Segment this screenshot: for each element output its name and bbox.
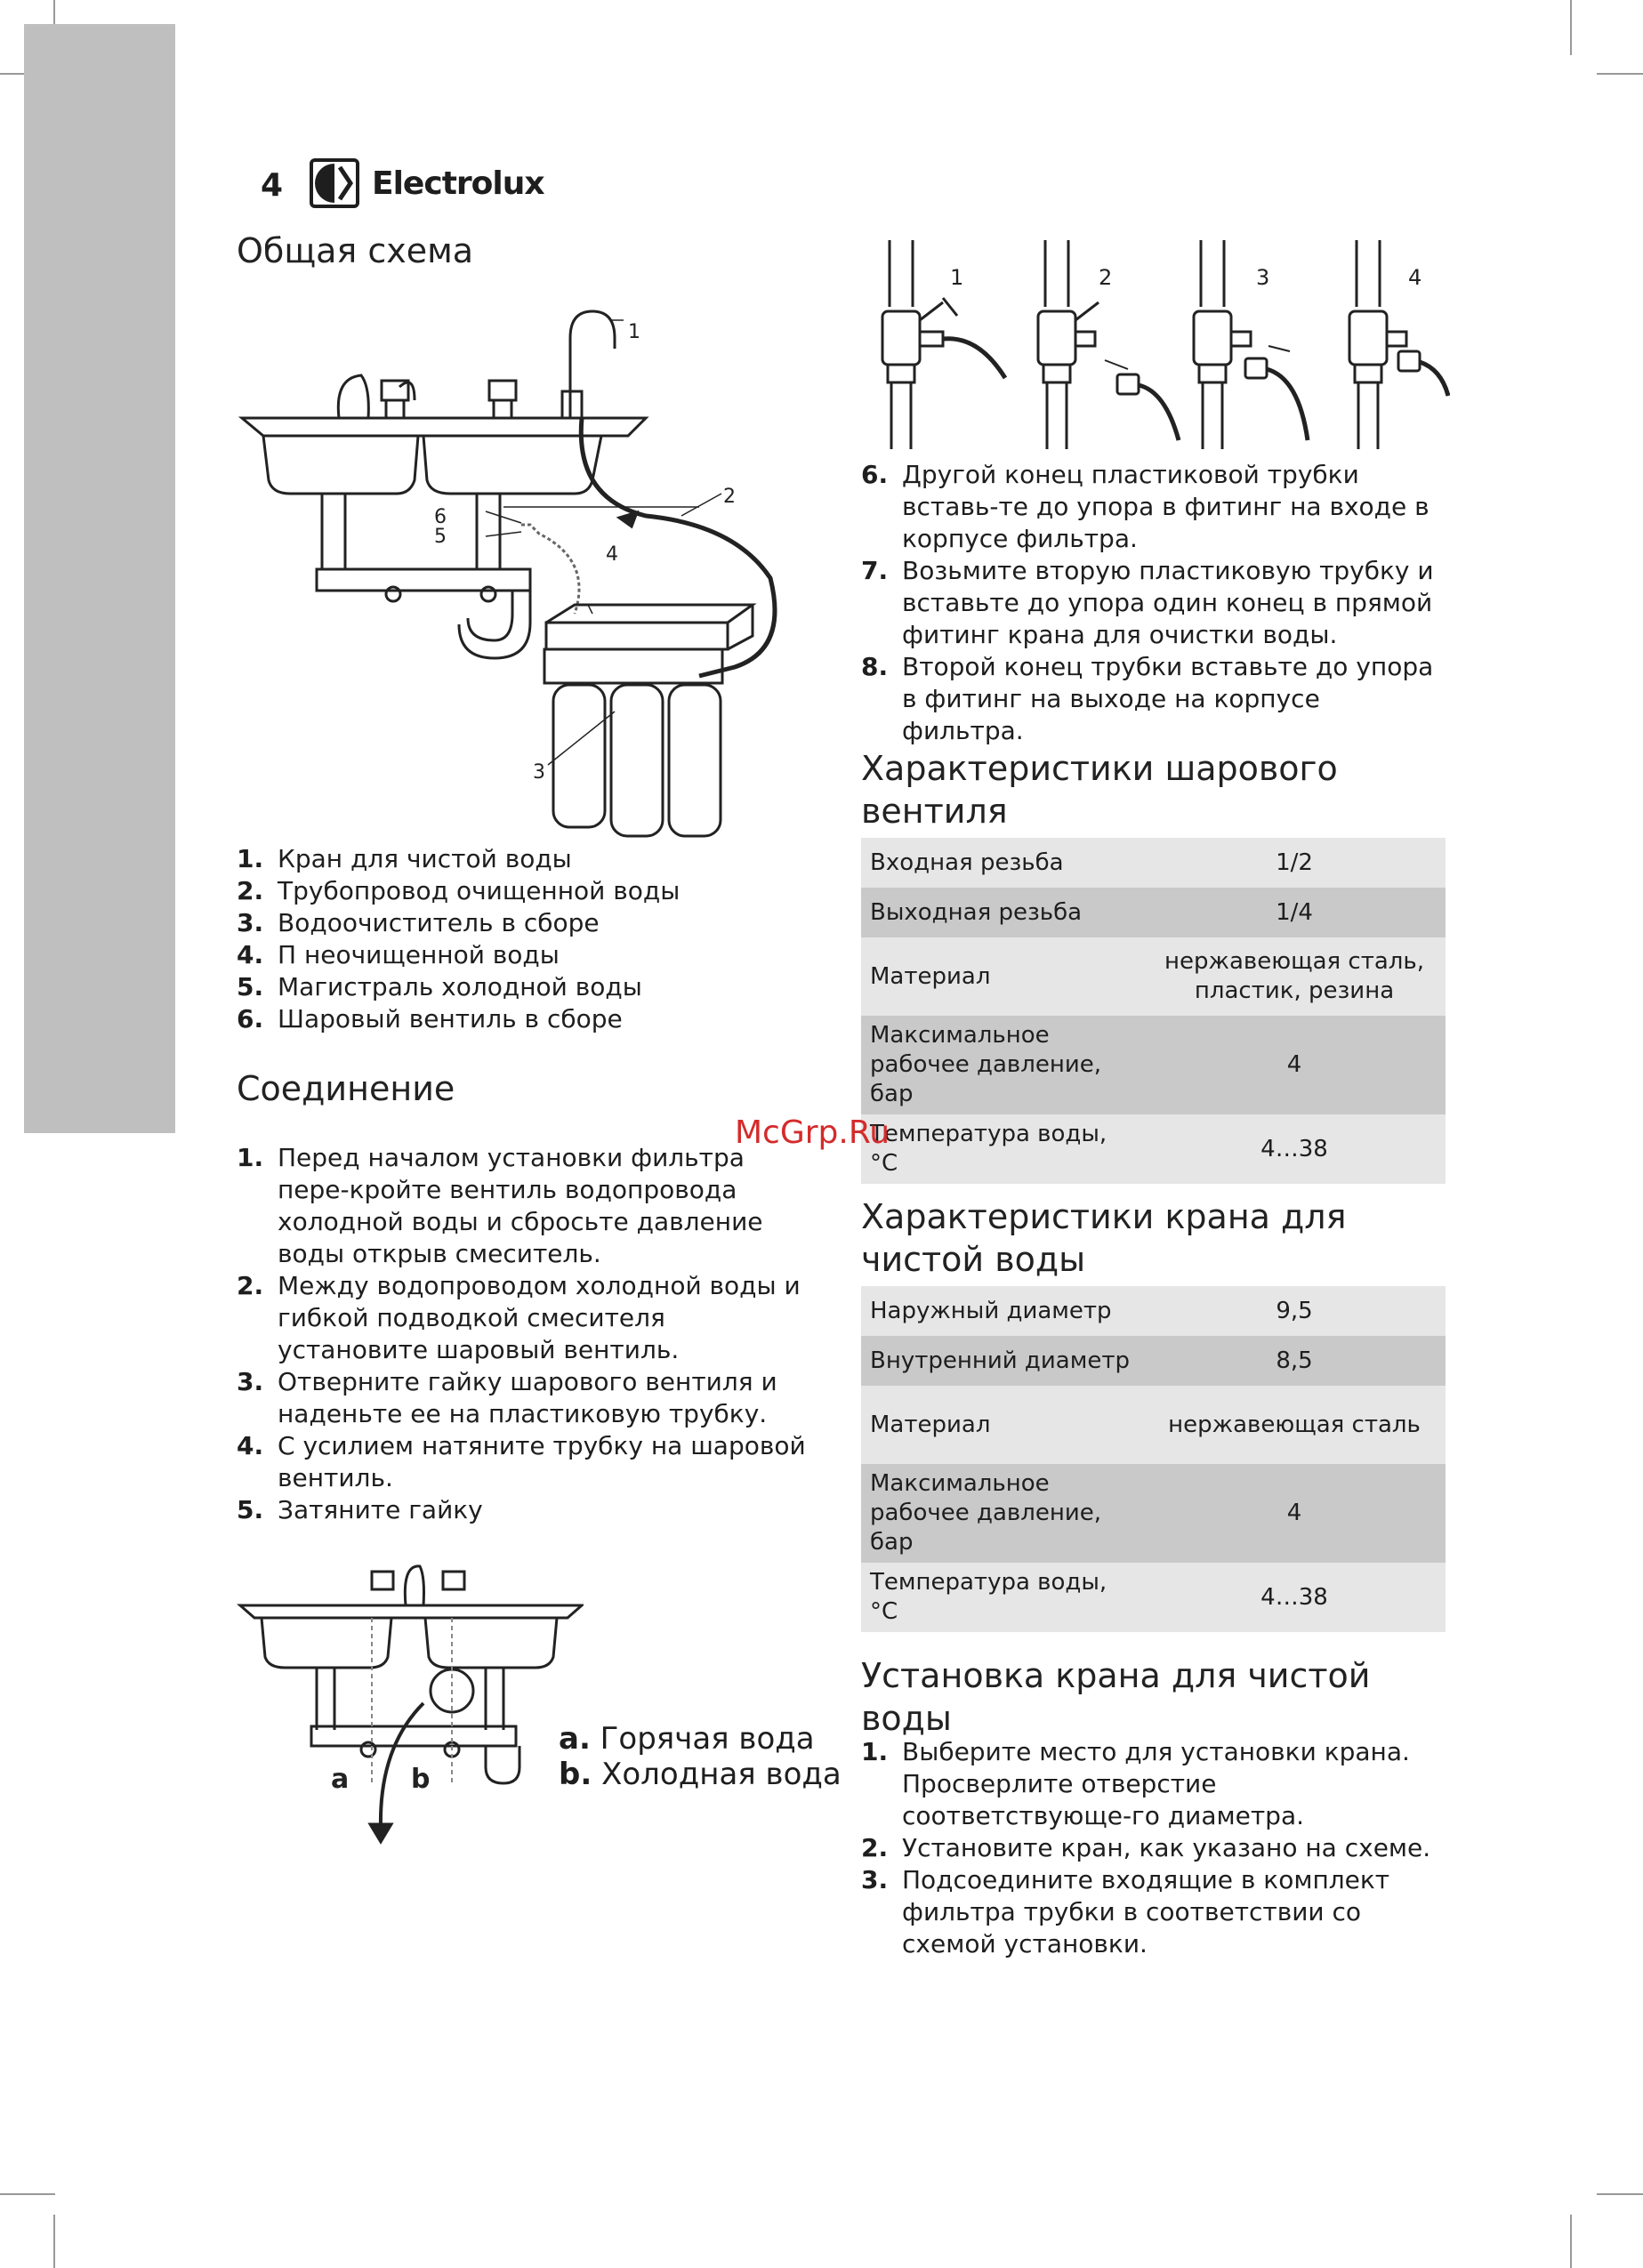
label-b: b (411, 1764, 431, 1795)
step-label-3: 3 (1256, 265, 1270, 290)
hot-cold-legend (559, 1721, 842, 1792)
list-item: 7. Возьмите вторую пластиковую трубку и вставьте до упора один конец в прямой фитинг крана для очистки воды. (861, 556, 1434, 649)
connection-steps-continued (861, 459, 1448, 747)
callout-2: 2 (723, 486, 736, 508)
ball-valve-specs-table (861, 838, 1446, 1184)
callout-1: 1 (628, 321, 640, 343)
list-item: 2. Трубопровод очищенной воды (237, 876, 681, 905)
list-item: 3. Подсоедините входящие в комплект фильтра трубки в соответствии со схемой установки. (861, 1865, 1390, 1958)
step-label-1: 1 (950, 265, 964, 290)
crop-mark (53, 2215, 55, 2268)
list-item: 5. Магистраль холодной воды (237, 972, 642, 1001)
crop-mark (1570, 0, 1572, 55)
table-row: Материал нержавеющая сталь, пластик, резина (861, 937, 1446, 1016)
list-item: 1. Перед началом установки фильтра пере-кройте вентиль водопровода холодной воды и сбросьте давление воды открыв смеситель. (237, 1143, 763, 1268)
section-title-faucet-specs: Характеристики крана для чистой воды (861, 1197, 1347, 1279)
step-label-2: 2 (1099, 265, 1113, 290)
sidebar-tab (24, 24, 175, 1133)
valve-step-2 (1038, 240, 1179, 449)
list-item: 4. П неочищенной воды (237, 940, 560, 969)
section-title-install: Установка крана для чистой воды (861, 1656, 1371, 1738)
hot-cold-diagram (237, 1561, 584, 1846)
brand-name: Electrolux (372, 165, 544, 202)
legend-item: a. Горячая вода (559, 1721, 815, 1757)
list-item: 2. Установите кран, как указано на схеме. (861, 1833, 1431, 1862)
list-item: 3. Водоочиститель в сборе (237, 908, 600, 937)
crop-mark (1597, 73, 1643, 75)
callout-4: 4 (606, 543, 618, 566)
list-item: 4. С усилием натяните трубку на шаровой вентиль. (237, 1431, 806, 1492)
valve-step-3 (1194, 240, 1308, 449)
table-row: Материал нержавеющая сталь (861, 1386, 1446, 1464)
list-item: 6. Шаровый вентиль в сборе (237, 1004, 623, 1033)
list-item: 5. Затяните гайку (237, 1495, 483, 1524)
list-item: 1. Кран для чистой воды (237, 844, 572, 873)
legend-item: b. Холодная вода (559, 1757, 842, 1792)
table-row: Максимальное рабочее давление, бар 4 (861, 1016, 1446, 1114)
section-title-general: Общая схема (237, 231, 474, 270)
step-label-4: 4 (1408, 265, 1422, 290)
callout-6: 6 (434, 506, 447, 528)
valve-step-4 (1349, 240, 1448, 449)
crop-mark (1597, 2193, 1643, 2195)
crop-mark (0, 2193, 55, 2195)
label-a: a (331, 1764, 350, 1795)
connection-steps-list (237, 1142, 806, 1526)
callout-5: 5 (434, 526, 447, 548)
components-list (237, 843, 806, 1035)
table-row: Наружный диаметр 9,5 (861, 1286, 1446, 1336)
table-row: Выходная резьба 1/4 (861, 888, 1446, 937)
section-title-connection: Соединение (237, 1069, 455, 1108)
table-row: Температура воды, °С 4…38 (861, 1114, 1446, 1184)
table-row: Внутренний диаметр 8,5 (861, 1336, 1446, 1386)
general-scheme-diagram (237, 294, 815, 845)
faucet-specs-table (861, 1286, 1446, 1632)
list-item: 3. Отверните гайку шарового вентиля и наденьте ее на пластиковую трубку. (237, 1367, 777, 1428)
electrolux-logo-icon (310, 158, 359, 208)
page-number: 4 (261, 167, 284, 204)
valve-step-1 (882, 240, 1005, 449)
watermark: McGrp.Ru (735, 1114, 890, 1151)
section-title-ball-valve-specs: Характеристики шарового вентиля (861, 749, 1338, 831)
list-item: 8. Второй конец трубки вставьте до упора в фитинг на выходе на корпусе фильтра. (861, 652, 1434, 745)
table-row: Максимальное рабочее давление, бар 4 (861, 1464, 1446, 1563)
list-item: 2. Между водопроводом холодной воды и гибкой подводкой смесителя установите шаровый вентиль. (237, 1271, 801, 1364)
install-steps-list (861, 1736, 1448, 1960)
list-item: 6. Другой конец пластиковой трубки вставь-те до упора в фитинг на входе в корпусе фильтра. (861, 460, 1430, 553)
crop-mark (1570, 2215, 1572, 2268)
callout-3: 3 (533, 761, 545, 784)
table-row: Температура воды, °С 4…38 (861, 1563, 1446, 1632)
table-row: Входная резьба 1/2 (861, 838, 1446, 888)
ball-valve-steps-diagram (872, 236, 1450, 454)
list-item: 1. Выберите место для установки крана. Просверлите отверстие соответствующе-го диаметра. (861, 1737, 1410, 1830)
